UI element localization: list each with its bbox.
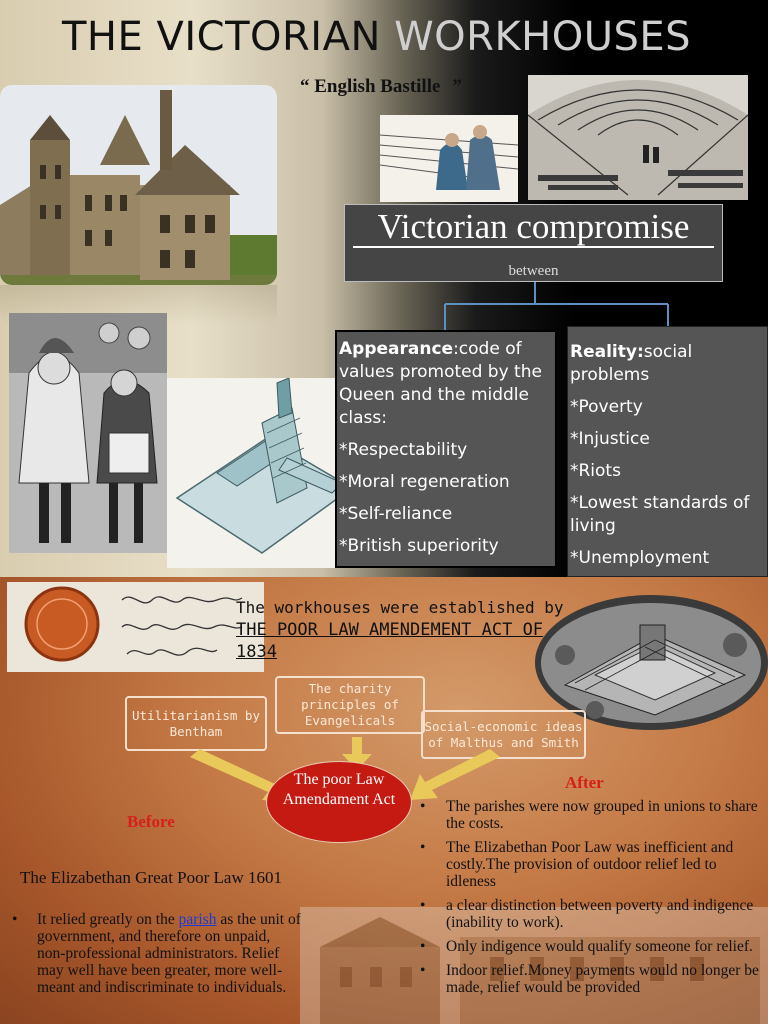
tree-connector: [440, 282, 675, 330]
bottom-section: [0, 577, 768, 1024]
reality-item: *Unemployment: [570, 548, 710, 568]
subtitle-text: “ English Bastille: [300, 76, 441, 97]
workhouse-plan-illustration: [167, 378, 362, 568]
list-item: • Indoor relief.Money payments would no longer be made, relief would be provided: [418, 962, 768, 996]
subtitle-close-quote: ”: [452, 76, 462, 97]
reality-label: Reality:: [570, 342, 644, 362]
title-underline: [353, 246, 714, 248]
before-text-end: as the unit of government, and therefore on unpaid, non-professional administrators. Relief may well have been greater, more well-meant and indiscriminate to individuals.: [37, 911, 301, 996]
appearance-item: *Self-reliance: [339, 504, 453, 524]
workhouse-hall-illustration: [528, 75, 748, 200]
page-subtitle: [300, 76, 462, 98]
utilitarianism-box: Utilitarianism by Bentham: [125, 696, 267, 751]
before-text-start: It relied greatly on the: [37, 911, 179, 928]
after-label: After: [565, 773, 604, 792]
reality-intro: social problems: [570, 342, 693, 385]
seal-and-signatures-image: [7, 582, 264, 672]
list-item: [12, 911, 302, 996]
list-item: • The Elizabethan Poor Law was inefficient and costly.The provision of outdoor relief led to idleness: [418, 839, 768, 890]
between-label: between: [508, 263, 559, 279]
appearance-box: [335, 330, 557, 568]
workers-illustration: [380, 115, 518, 202]
before-list: [12, 911, 302, 996]
before-label: Before: [127, 812, 175, 831]
established-by-text: [236, 597, 566, 663]
charity-principles-box: The charity principles of Evangelicals: [275, 676, 425, 734]
reality-box: [567, 326, 768, 577]
appearance-heading: [339, 338, 555, 430]
children-illustration: [9, 313, 167, 553]
parish-link[interactable]: parish: [178, 911, 217, 928]
elizabethan-law-title: The Elizabethan Great Poor Law 1601: [20, 868, 282, 887]
after-list: [418, 798, 768, 1003]
victorian-compromise-box: [344, 204, 723, 282]
workhouse-building-photo: [0, 85, 277, 285]
reality-item: *Riots: [570, 461, 621, 481]
appearance-intro: :code of values promoted by the Queen and the middle class:: [339, 339, 542, 428]
page-title: [62, 14, 762, 60]
appearance-item: *Moral regeneration: [339, 472, 510, 492]
reality-item: *Lowest standards of living: [570, 493, 750, 536]
list-item: • a clear distinction between poverty and indigence (inability to work).: [418, 897, 768, 931]
victorian-compromise-title: Victorian compromise: [377, 207, 690, 246]
poor-law-act-title: THE POOR LAW AMENDEMENT ACT OF 1834: [236, 620, 544, 662]
social-economic-ideas-box: Social-economic ideas of Malthus and Smith: [421, 710, 586, 759]
appearance-item: *British superiority: [339, 536, 499, 556]
title-light-part: WORKHOUSES: [394, 14, 692, 60]
poor-law-act-ellipse: The poor Law Amendament Act: [266, 761, 412, 843]
reality-item: *Injustice: [570, 429, 650, 449]
title-dark-part: THE VICTORIAN: [62, 14, 395, 60]
reality-heading: [570, 341, 767, 387]
appearance-item: *Respectability: [339, 440, 468, 460]
list-item: • The parishes were now grouped in unions to share the costs.: [418, 798, 768, 832]
list-item: • Only indigence would qualify someone for relief.: [418, 938, 768, 955]
established-line: The workhouses were established by: [236, 598, 564, 617]
reality-item: *Poverty: [570, 397, 643, 417]
appearance-label: Appearance: [339, 339, 454, 359]
